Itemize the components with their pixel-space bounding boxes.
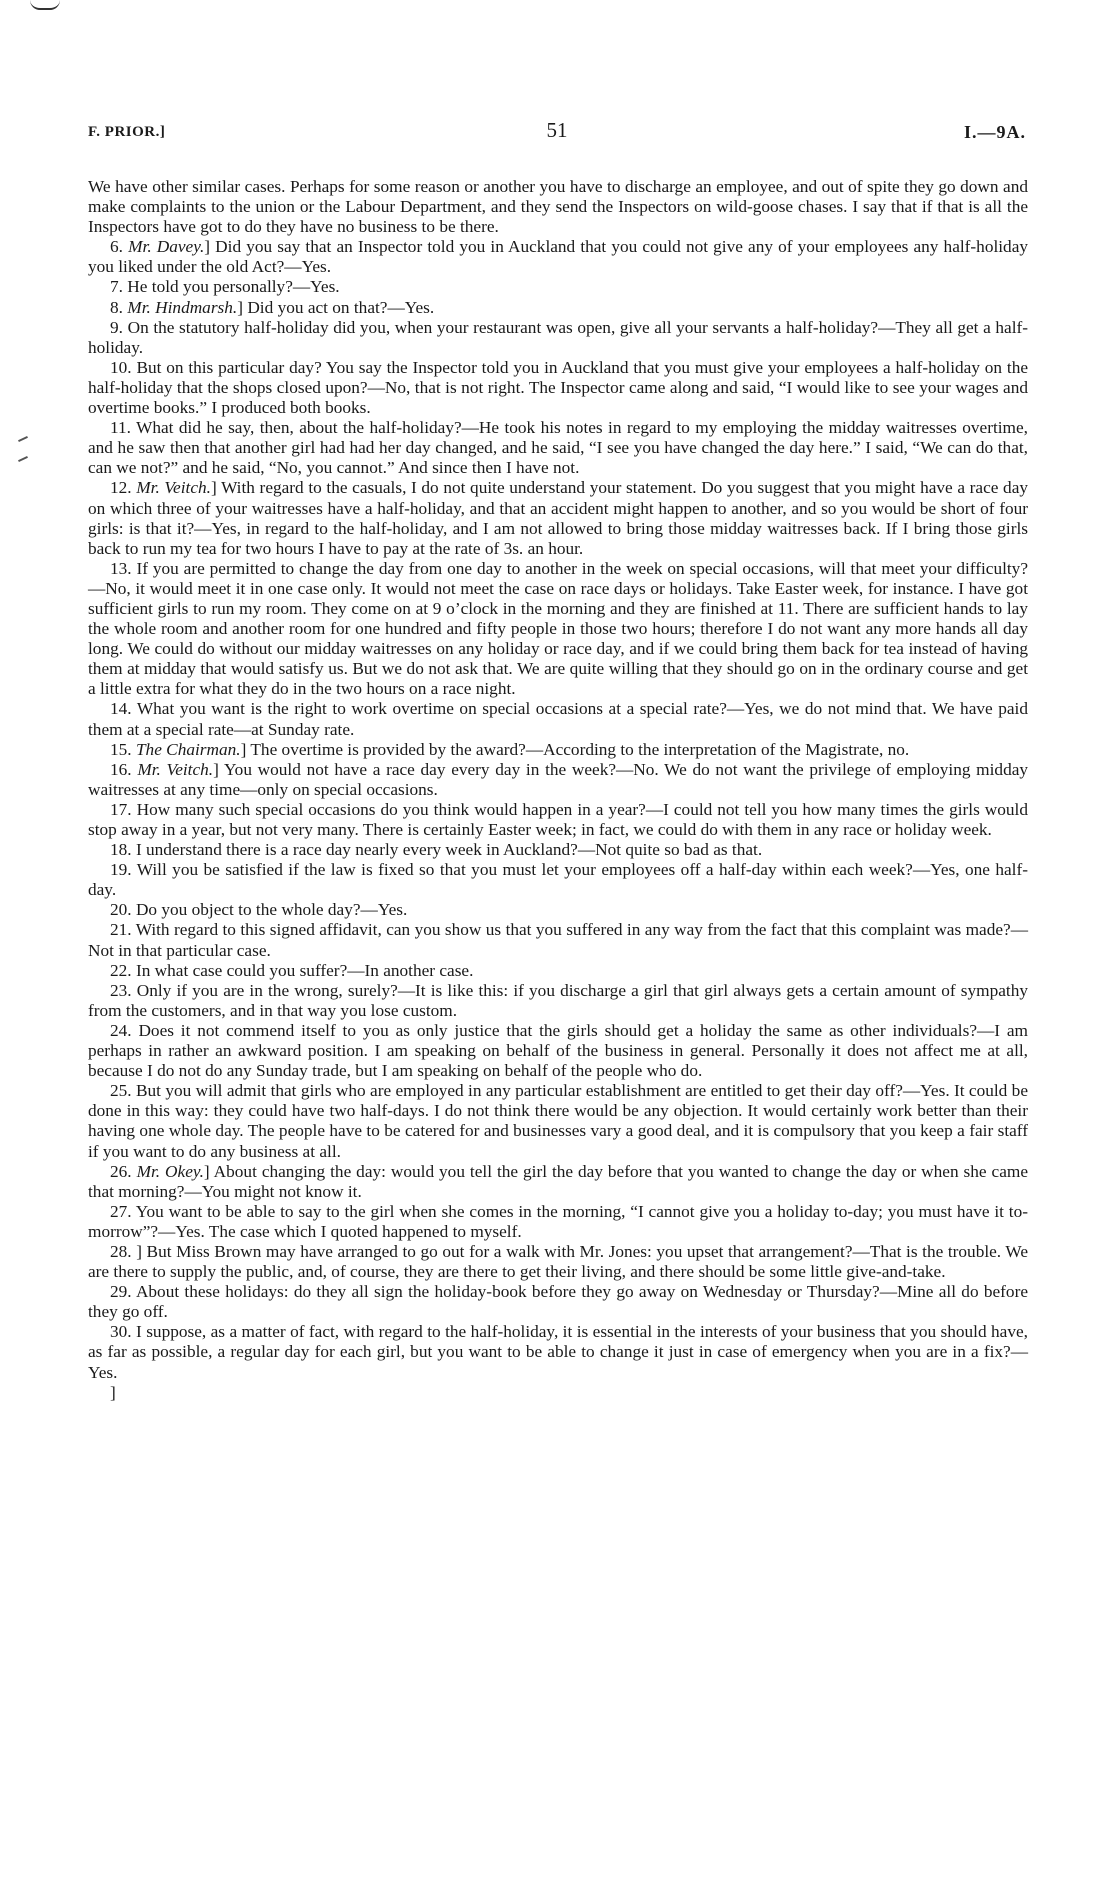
paragraph-text: But on this particular day? You say the Inspector told you in Auckland that you must give your employees a half-holiday on the half-holiday that the shops closed upon?—No, that is not right. The Inspector came along and said, “I would like to see your wages and overtime books.” I produced both books.: [88, 357, 1029, 418]
question-number: 8.: [110, 297, 123, 317]
paragraph: [88, 177, 1028, 237]
paragraph: [88, 358, 1028, 418]
paragraph-text: Only if you are in the wrong, surely?—It is like this: if you discharge a girl that girl always gets a certain amount of sympathy from the customers, and in that way you lose custom.: [88, 980, 1028, 1020]
document-reference: I.—9A.: [963, 122, 1026, 142]
paragraph-text: I suppose, as a matter of fact, with regard to the half-holiday, it is essential in the interests of your business that you should have, as far as possible, a regular day for each girl, but you want to be able to change it just in case of emergency when you are in a fix?—Yes.: [88, 1322, 1028, 1382]
paragraph-text: The overtime is provided by the award?—According to the interpretation of the Magistrate, no.: [250, 739, 910, 759]
paragraph-text: In what case could you suffer?—In another case.: [135, 960, 474, 980]
paragraph: [88, 1322, 1028, 1382]
paragraph-text: Did you say that an Inspector told you in Auckland that you could not give any of your employees any half-holiday you liked under the old Act?—Yes.: [88, 237, 1029, 277]
question-number: 29.: [110, 1282, 132, 1302]
paragraph-text: He told you personally?—Yes.: [127, 277, 340, 297]
paragraph-text: About these holidays: do they all sign the holiday-book before they go away on Wednesday or Thursday?—Mine all do before they go off.: [88, 1282, 1028, 1322]
margin-mark: [18, 436, 28, 442]
question-number: 21.: [110, 920, 132, 940]
paragraph: [88, 559, 1028, 700]
paragraph-text: What did he say, then, about the half-holiday?—He took his notes in regard to my employing the midday waitresses overtime, and he saw then that another girl had had her day changed, and he said, “I see you have changed the day here.” I said, “We can do that, can we not?” and he said, “No, you cannot.” And since then I have not.: [88, 418, 1028, 478]
speaker-name: Mr. Veitch.: [137, 759, 214, 779]
question-number: 6.: [110, 237, 123, 257]
paragraph: [88, 920, 1028, 960]
paragraph: 28. ] But Miss Brown may have arranged to go out for a walk with Mr. Jones: you upset that arrangement?—That is the trouble. We are there to supply the public, and, of course, they are there to get their living, and there should be some little give-and-take.: [88, 1241, 1028, 1282]
paragraph: [88, 1282, 1028, 1322]
witness-name: F. PRIOR.]: [88, 124, 166, 140]
paragraph: [88, 699, 1028, 739]
paragraph-text: Do you object to the whole day?—Yes.: [135, 900, 408, 920]
paragraph: 12. Mr. Veitch.] With regard to the casuals, I do not quite understand your statement. Do you suggest that you might have a race day on which three of your waitresses have a half-holiday, and that an accident might happen to another, and so you would be short of four girls: is that it?—Yes, in regard to the half-holiday, and I am not allowed to bring those midday waitresses back. If I bring those girls back to run my tea for two hours I have to pay at the rate of 3s. an hour.: [88, 478, 1029, 558]
question-number: 17.: [110, 799, 132, 819]
paragraph: [88, 860, 1028, 900]
paragraph: 15. The Chairman.] The overtime is provided by the award?—According to the interpretation of the Magistrate, no.: [110, 739, 910, 759]
question-number: 7.: [110, 277, 123, 297]
question-number: 9.: [110, 317, 123, 337]
paragraph-text: Did you act on that?—Yes.: [247, 297, 435, 317]
paragraph: 8. Mr. Hindmarsh.] Did you act on that?—Yes.: [110, 297, 435, 317]
paragraph-text: How many such special occasions do you think would happen in a year?—I could not tell you how many times the girls would stop away in a year, but not very many. There is certainly Easter week; in fact, we could do with them in any race or holiday week.: [88, 799, 1029, 839]
page-number: 51: [546, 118, 568, 142]
page-header: [88, 118, 1026, 148]
testimony-body: [88, 177, 1028, 1403]
paragraph: [88, 1081, 1028, 1161]
question-number: 30.: [110, 1322, 132, 1342]
paragraph: [88, 800, 1028, 840]
paragraph: [88, 961, 1028, 981]
question-number: 22.: [110, 960, 132, 980]
speaker-name: Mr. Veitch.: [136, 478, 211, 498]
paragraph-text: About changing the day: would you tell the girl the day before that you wanted to change the day or when she came that morning?—You might not know it.: [88, 1161, 1029, 1201]
question-number: 14.: [110, 699, 132, 719]
question-number: 18.: [110, 840, 132, 860]
paragraph-text: We have other similar cases. Perhaps for some reason or another you have to discharge an employee, and out of spite they go down and make complaints to the union or the Labour Department, and they send the Inspectors on wild-goose chases. I say that if that is all the Inspectors have got to do they have no business to be there.: [88, 177, 1028, 237]
question-number: 19.: [110, 860, 132, 880]
paragraph-text: With regard to this signed affidavit, can you show us that you suffered in any way from the fact that this complaint was made?—Not in that particular case.: [88, 920, 1028, 960]
question-number: 26.: [110, 1161, 132, 1181]
paragraph: ]: [110, 1382, 116, 1402]
speaker-name: The Chairman.: [135, 739, 241, 759]
question-number: 13.: [110, 558, 132, 578]
question-number: 15.: [110, 739, 132, 759]
paragraph: 16. Mr. Veitch.] You would not have a race day every day in the week?—No. We do not want the privilege of employing midday waitresses at any time—only on special occasions.: [88, 759, 1029, 799]
paragraph-text: What you want is the right to work overtime on special occasions at a special rate?—Yes, we do not mind that. We have paid them at a special rate—at Sunday rate.: [88, 699, 1028, 739]
paragraph-text: On the statutory half-holiday did you, when your restaurant was open, give all your servants a half-holiday?—They all get a half-holiday.: [88, 317, 1029, 357]
margin-mark: [18, 456, 28, 462]
paragraph: [88, 840, 1028, 860]
question-number: 10.: [110, 357, 132, 377]
question-number: 20.: [110, 900, 132, 920]
question-number: 28.: [110, 1241, 132, 1261]
question-number: 23.: [110, 980, 132, 1000]
paragraph: [88, 277, 1028, 297]
paragraph-text: Will you be satisfied if the law is fixed so that you must let your employees off a half-day within each week?—Yes, one half-day.: [88, 860, 1028, 900]
paragraph: [88, 318, 1028, 358]
paragraph-text: Does it not commend itself to you as only justice that the girls should get a holiday the same as other individuals?—I am perhaps in rather an awkward position. I am speaking on behalf of the business in general. Personally it does not affect me at all, because I do not do any Sunday trade, but I am speaking on behalf of the people who do.: [88, 1020, 1028, 1081]
paragraph: 6. Mr. Davey.] Did you say that an Inspector told you in Auckland that you could not give any of your employees any half-holiday you liked under the old Act?—Yes.: [88, 237, 1029, 277]
paragraph: [88, 1202, 1028, 1242]
paragraph-text: You would not have a race day every day in the week?—No. We do not want the privilege of employing midday waitresses at any time—only on special occasions.: [88, 759, 1029, 799]
paragraph: [88, 418, 1028, 478]
paragraph: [88, 900, 1028, 920]
paragraph: [88, 981, 1028, 1021]
question-number: 25.: [110, 1081, 132, 1101]
paragraph-text: You want to be able to say to the girl when she comes in the morning, “I cannot give you a holiday to-day; you must have it to-morrow”?—Yes. The case which I quoted happened to myself.: [88, 1201, 1028, 1241]
question-number: 27.: [110, 1201, 132, 1221]
speaker-name: Mr. Davey.: [128, 237, 205, 257]
paragraph-text: If you are permitted to change the day from one day to another in the week on special occasions, will that meet your difficulty?—No, it would meet it in one case only. It would not meet the case on race days or holidays. Take Easter week, for instance. I have got sufficient girls to run my room. They come on at 9 o’clock in the morning and they are finished at 11. There are sufficient hands to lay the whole room and another room for one hundred and fifty people in those two hours; therefore I do not want any more hands all day long. We could do without our midday waitresses on any holiday or race day, and if we could bring them back for tea instead of having them at midday that would satisfy us. But we do not ask that. We are quite willing that they should go on in the ordinary course and get a little extra for what they do in the two hours on a race night.: [88, 558, 1028, 699]
speaker-name: Mr. Hindmarsh.: [127, 297, 238, 317]
question-number: 16.: [110, 759, 132, 779]
paragraph-text: But you will admit that girls who are employed in any particular establishment are entitled to get their day off?—Yes. It could be done in this way: they could have two half-days. I do not think there would be any objection. It would certainly work better than their having one whole day. The people have to be catered for and businesses vary a good deal, and it is compulsory that you keep a fair staff if you want to do any business at all.: [88, 1081, 1028, 1161]
paragraph-text: But Miss Brown may have arranged to go out for a walk with Mr. Jones: you upset that arrangement?—That is the trouble. We are there to supply the public, and, of course, they are there to get their living, and there should be some little give-and-take.: [88, 1241, 1028, 1282]
scan-artifact-mark: [30, 0, 60, 10]
paragraph-text: With regard to the casuals, I do not quite understand your statement. Do you suggest that you might have a race day on which three of your waitresses have a half-holiday, and that an accident might happen to another, and so you would be short of four girls: is that it?—Yes, in regard to the half-holiday, and I am not allowed to bring those midday waitresses back. If I bring those girls back to run my tea for two hours I have to pay at the rate of 3s. an hour.: [88, 478, 1029, 558]
paragraph-text: I understand there is a race day nearly every week in Auckland?—Not quite so bad as that.: [135, 840, 763, 860]
paragraph: [88, 1021, 1028, 1081]
question-number: 11.: [110, 418, 131, 438]
question-number: 12.: [110, 478, 132, 498]
speaker-name: Mr. Okey.: [136, 1161, 204, 1181]
paragraph: 26. Mr. Okey.] About changing the day: would you tell the girl the day before that you wanted to change the day or when she came that morning?—You might not know it.: [88, 1161, 1029, 1201]
question-number: 24.: [110, 1020, 132, 1040]
